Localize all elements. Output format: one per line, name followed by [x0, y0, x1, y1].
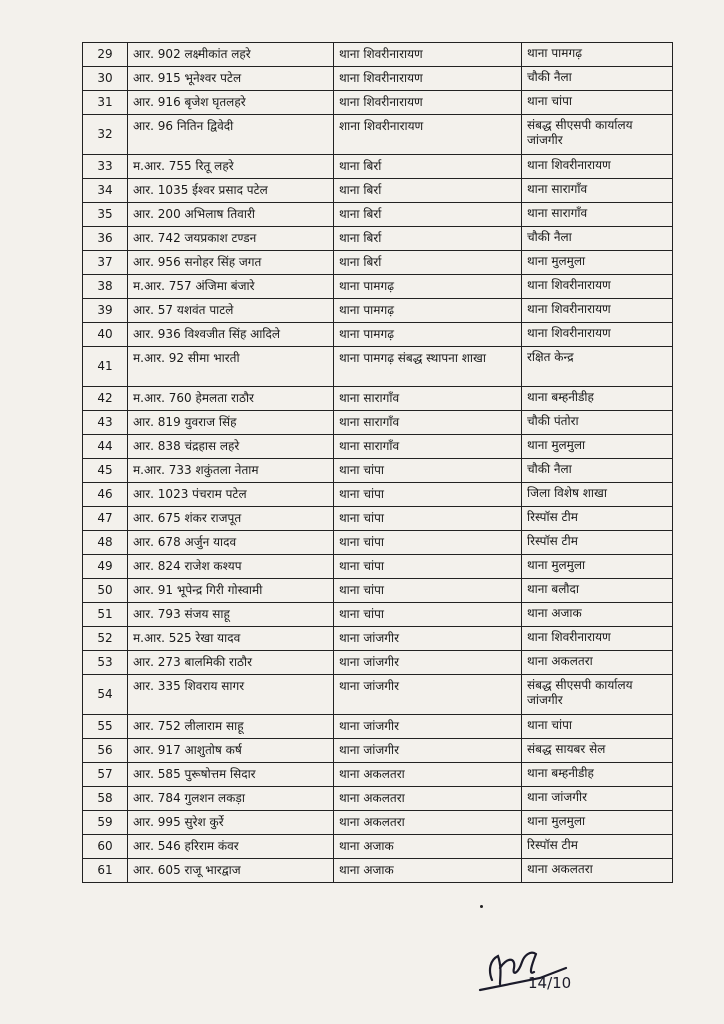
employee-name-cell: आर. 902 लक्ष्मीकांत लहरे [128, 43, 334, 67]
new-posting-cell: थाना सारागाँव [522, 203, 673, 227]
employee-name-cell: आर. 917 आशुतोष कर्ष [128, 739, 334, 763]
current-posting-cell: थाना सारागाँव [334, 435, 522, 459]
serial-number-cell: 59 [83, 811, 128, 835]
current-posting-cell: थाना चांपा [334, 555, 522, 579]
table-row [83, 763, 673, 787]
signature-date: 14/10 [528, 974, 572, 992]
table-row [83, 859, 673, 883]
serial-number-cell: 61 [83, 859, 128, 883]
table-row [83, 739, 673, 763]
new-posting-cell: चौकी पंतोरा [522, 411, 673, 435]
serial-number-cell: 37 [83, 251, 128, 275]
serial-number-cell: 39 [83, 299, 128, 323]
new-posting-cell: चौकी नैला [522, 67, 673, 91]
current-posting-cell: थाना जांजगीर [334, 715, 522, 739]
table-row [83, 483, 673, 507]
table-row [83, 627, 673, 651]
serial-number-cell: 46 [83, 483, 128, 507]
employee-name-cell: आर. 57 यशवंत पाटले [128, 299, 334, 323]
employee-name-cell: म.आर. 92 सीमा भारती [128, 347, 334, 387]
employee-name-cell: म.आर. 757 अंजिमा बंजारे [128, 275, 334, 299]
table-row [83, 275, 673, 299]
current-posting-cell: थाना चांपा [334, 483, 522, 507]
new-posting-cell: थाना शिवरीनारायण [522, 323, 673, 347]
table-row [83, 91, 673, 115]
table-row [83, 579, 673, 603]
current-posting-cell: थाना चांपा [334, 459, 522, 483]
employee-name-cell: आर. 752 लीलाराम साहू [128, 715, 334, 739]
current-posting-cell: थाना सारागाँव [334, 411, 522, 435]
current-posting-cell: थाना अजाक [334, 835, 522, 859]
current-posting-cell: थाना जांजगीर [334, 651, 522, 675]
current-posting-cell: थाना पामगढ़ [334, 299, 522, 323]
employee-name-cell: आर. 915 भूनेश्वर पटेल [128, 67, 334, 91]
new-posting-cell: थाना अजाक [522, 603, 673, 627]
current-posting-cell: थाना चांपा [334, 531, 522, 555]
employee-name-cell: आर. 916 बृजेश घृतलहरे [128, 91, 334, 115]
new-posting-cell: थाना बम्हनीडीह [522, 387, 673, 411]
current-posting-cell: थाना सारागाँव [334, 387, 522, 411]
new-posting-cell: थाना शिवरीनारायण [522, 275, 673, 299]
serial-number-cell: 33 [83, 155, 128, 179]
employee-name-cell: आर. 96 नितिन द्विवेदी [128, 115, 334, 155]
table-row [83, 179, 673, 203]
employee-name-cell: आर. 546 हरिराम कंवर [128, 835, 334, 859]
table-row [83, 435, 673, 459]
new-posting-cell: थाना बम्हनीडीह [522, 763, 673, 787]
employee-name-cell: आर. 838 चंद्रहास लहरे [128, 435, 334, 459]
ink-dot [480, 905, 483, 908]
serial-number-cell: 47 [83, 507, 128, 531]
signature-mark [470, 938, 580, 1000]
table-row [83, 347, 673, 387]
employee-name-cell: आर. 335 शिवराय सागर [128, 675, 334, 715]
new-posting-cell: थाना सारागाँव [522, 179, 673, 203]
current-posting-cell: थाना जांजगीर [334, 627, 522, 651]
table-row [83, 507, 673, 531]
serial-number-cell: 43 [83, 411, 128, 435]
table-row [83, 155, 673, 179]
new-posting-cell: थाना बलौदा [522, 579, 673, 603]
transfer-table-body [83, 43, 673, 883]
current-posting-cell: शाना शिवरीनारायण [334, 115, 522, 155]
current-posting-cell: थाना बिर्रा [334, 155, 522, 179]
employee-name-cell: आर. 200 अभिलाष तिवारी [128, 203, 334, 227]
current-posting-cell: थाना अजाक [334, 859, 522, 883]
serial-number-cell: 50 [83, 579, 128, 603]
new-posting-cell: रक्षित केन्द्र [522, 347, 673, 387]
serial-number-cell: 42 [83, 387, 128, 411]
serial-number-cell: 48 [83, 531, 128, 555]
current-posting-cell: थाना बिर्रा [334, 203, 522, 227]
employee-name-cell: आर. 605 राजू भारद्वाज [128, 859, 334, 883]
serial-number-cell: 45 [83, 459, 128, 483]
new-posting-cell: थाना मुलमुला [522, 555, 673, 579]
current-posting-cell: थाना बिर्रा [334, 179, 522, 203]
employee-name-cell: आर. 742 जयप्रकाश टण्डन [128, 227, 334, 251]
new-posting-cell: थाना जांजगीर [522, 787, 673, 811]
current-posting-cell: थाना शिवरीनारायण [334, 91, 522, 115]
current-posting-cell: थाना पामगढ़ [334, 275, 522, 299]
serial-number-cell: 40 [83, 323, 128, 347]
current-posting-cell: थाना पामगढ़ संबद्ध स्थापना शाखा [334, 347, 522, 387]
employee-name-cell: आर. 273 बालमिकी राठौर [128, 651, 334, 675]
serial-number-cell: 57 [83, 763, 128, 787]
current-posting-cell: थाना शिवरीनारायण [334, 43, 522, 67]
new-posting-cell: रिस्पॉस टीम [522, 835, 673, 859]
current-posting-cell: थाना अकलतरा [334, 763, 522, 787]
current-posting-cell: थाना अकलतरा [334, 787, 522, 811]
serial-number-cell: 52 [83, 627, 128, 651]
new-posting-cell: थाना मुलमुला [522, 251, 673, 275]
current-posting-cell: थाना बिर्रा [334, 227, 522, 251]
serial-number-cell: 44 [83, 435, 128, 459]
serial-number-cell: 38 [83, 275, 128, 299]
serial-number-cell: 31 [83, 91, 128, 115]
current-posting-cell: थाना चांपा [334, 579, 522, 603]
employee-name-cell: आर. 793 संजय साहू [128, 603, 334, 627]
employee-name-cell: आर. 995 सुरेश कुर्रे [128, 811, 334, 835]
table-row [83, 299, 673, 323]
serial-number-cell: 34 [83, 179, 128, 203]
current-posting-cell: थाना पामगढ़ [334, 323, 522, 347]
serial-number-cell: 32 [83, 115, 128, 155]
new-posting-cell: रिस्पॉस टीम [522, 531, 673, 555]
table-row [83, 603, 673, 627]
current-posting-cell: थाना चांपा [334, 507, 522, 531]
serial-number-cell: 29 [83, 43, 128, 67]
table-row [83, 811, 673, 835]
employee-name-cell: म.आर. 760 हेमलता राठौर [128, 387, 334, 411]
employee-name-cell: आर. 824 राजेश कश्यप [128, 555, 334, 579]
current-posting-cell: थाना बिर्रा [334, 251, 522, 275]
serial-number-cell: 30 [83, 67, 128, 91]
employee-name-cell: म.आर. 525 रेखा यादव [128, 627, 334, 651]
new-posting-cell: संबद्ध सीएसपी कार्यालय जांजगीर [522, 115, 673, 155]
table-row [83, 531, 673, 555]
employee-name-cell: आर. 956 सनोहर सिंह जगत [128, 251, 334, 275]
serial-number-cell: 60 [83, 835, 128, 859]
current-posting-cell: थाना जांजगीर [334, 739, 522, 763]
serial-number-cell: 49 [83, 555, 128, 579]
new-posting-cell: चौकी नैला [522, 459, 673, 483]
serial-number-cell: 56 [83, 739, 128, 763]
new-posting-cell: थाना चांपा [522, 715, 673, 739]
new-posting-cell: थाना मुलमुला [522, 811, 673, 835]
employee-name-cell: आर. 784 गुलशन लकड़ा [128, 787, 334, 811]
new-posting-cell: थाना शिवरीनारायण [522, 155, 673, 179]
table-row [83, 555, 673, 579]
new-posting-cell: थाना शिवरीनारायण [522, 299, 673, 323]
table-row [83, 67, 673, 91]
new-posting-cell: थाना शिवरीनारायण [522, 627, 673, 651]
table-row [83, 715, 673, 739]
new-posting-cell: संबद्ध सीएसपी कार्यालय जांजगीर [522, 675, 673, 715]
serial-number-cell: 35 [83, 203, 128, 227]
new-posting-cell: थाना मुलमुला [522, 435, 673, 459]
employee-name-cell: आर. 678 अर्जुन यादव [128, 531, 334, 555]
new-posting-cell: चौकी नैला [522, 227, 673, 251]
table-row [83, 387, 673, 411]
table-row [83, 459, 673, 483]
table-row [83, 411, 673, 435]
new-posting-cell: थाना चांपा [522, 91, 673, 115]
new-posting-cell: जिला विशेष शाखा [522, 483, 673, 507]
table-row [83, 43, 673, 67]
serial-number-cell: 54 [83, 675, 128, 715]
table-row [83, 675, 673, 715]
employee-name-cell: आर. 1035 ईश्वर प्रसाद पटेल [128, 179, 334, 203]
serial-number-cell: 51 [83, 603, 128, 627]
new-posting-cell: थाना अकलतरा [522, 651, 673, 675]
table-row [83, 203, 673, 227]
table-row [83, 251, 673, 275]
employee-name-cell: म.आर. 755 रितू लहरे [128, 155, 334, 179]
table-row [83, 835, 673, 859]
current-posting-cell: थाना जांजगीर [334, 675, 522, 715]
serial-number-cell: 53 [83, 651, 128, 675]
new-posting-cell: रिस्पॉस टीम [522, 507, 673, 531]
employee-name-cell: आर. 585 पुरूषोत्तम सिदार [128, 763, 334, 787]
table-row [83, 227, 673, 251]
new-posting-cell: संबद्ध सायबर सेल [522, 739, 673, 763]
employee-name-cell: आर. 675 शंकर राजपूत [128, 507, 334, 531]
transfer-table [82, 42, 673, 883]
current-posting-cell: थाना शिवरीनारायण [334, 67, 522, 91]
employee-name-cell: म.आर. 733 शकुंतला नेताम [128, 459, 334, 483]
table-row [83, 787, 673, 811]
current-posting-cell: थाना अकलतरा [334, 811, 522, 835]
employee-name-cell: आर. 91 भूपेन्द्र गिरी गोस्वामी [128, 579, 334, 603]
employee-name-cell: आर. 819 युवराज सिंह [128, 411, 334, 435]
new-posting-cell: थाना पामगढ़ [522, 43, 673, 67]
employee-name-cell: आर. 936 विश्वजीत सिंह आदिले [128, 323, 334, 347]
table-row [83, 651, 673, 675]
serial-number-cell: 58 [83, 787, 128, 811]
employee-name-cell: आर. 1023 पंचराम पटेल [128, 483, 334, 507]
table-row [83, 115, 673, 155]
table-row [83, 323, 673, 347]
new-posting-cell: थाना अकलतरा [522, 859, 673, 883]
serial-number-cell: 36 [83, 227, 128, 251]
serial-number-cell: 55 [83, 715, 128, 739]
current-posting-cell: थाना चांपा [334, 603, 522, 627]
serial-number-cell: 41 [83, 347, 128, 387]
